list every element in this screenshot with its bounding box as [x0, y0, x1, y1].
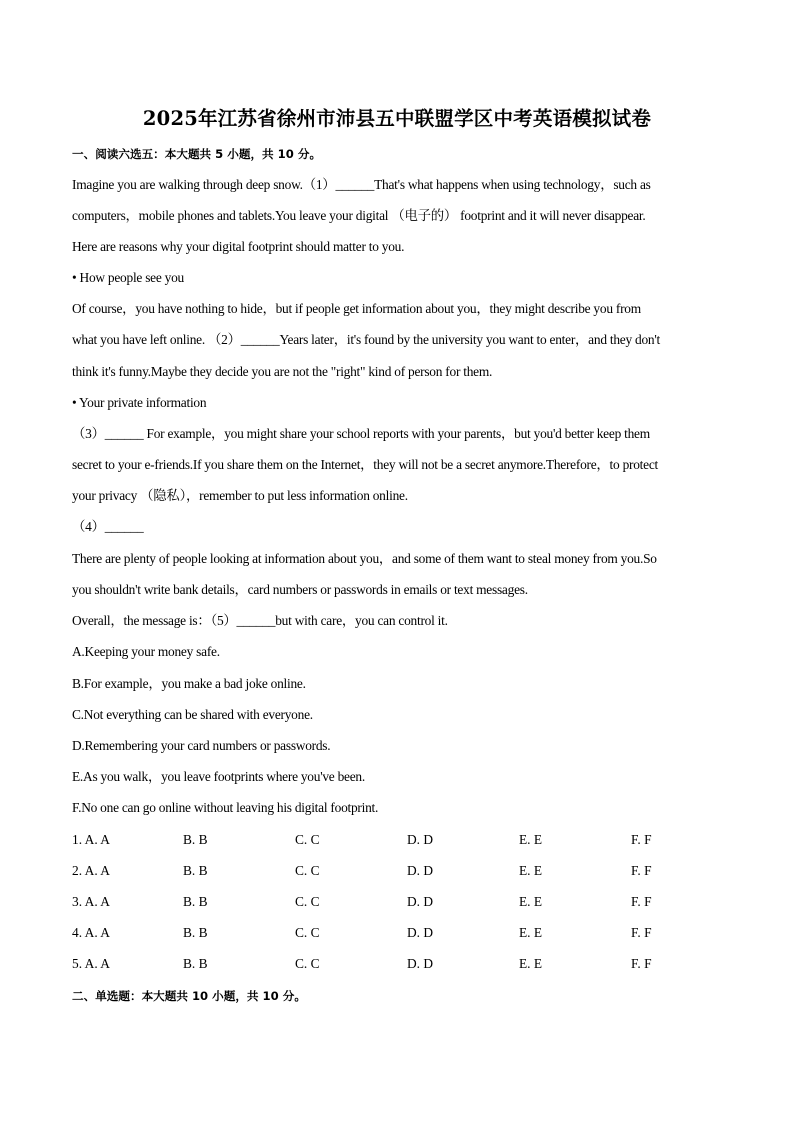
answer-choice: E. E [519, 894, 543, 909]
answer-choice: F. F [631, 832, 652, 847]
option-item: C.Not everything can be shared with everyone. [72, 707, 313, 722]
answer-row [72, 862, 732, 880]
answer-choice: C. C [295, 956, 320, 971]
answer-choice: D. D [407, 925, 434, 940]
passage-line: Here are reasons why your digital footprint should matter to you. [72, 239, 405, 254]
answer-choice: C. C [295, 894, 320, 909]
answer-choice: F. F [631, 925, 652, 940]
passage-line: Overall，the message is：（5）______but with care，you can control it. [72, 613, 448, 628]
option-item: F.No one can go online without leaving his digital footprint. [72, 800, 379, 815]
answer-choice: D. D [407, 894, 434, 909]
passage-line: Of course，you have nothing to hide，but if people get information about you，they might describe you from [72, 301, 641, 316]
option-item: D.Remembering your card numbers or passwords. [72, 738, 331, 753]
answer-choice: 3. A. A [72, 894, 110, 909]
answer-choice: D. D [407, 863, 434, 878]
passage-line: computers，mobile phones and tablets.You leave your digital （电子的） footprint and it will never disappear. [72, 208, 646, 223]
answer-choice: B. B [183, 956, 208, 971]
page-title: 2025年江苏省徐州市沛县五中联盟学区中考英语模拟试卷 [142, 107, 652, 130]
answer-choice: F. F [631, 956, 652, 971]
option-item: A.Keeping your money safe. [72, 644, 220, 659]
answer-choice: B. B [183, 894, 208, 909]
answer-choice: B. B [183, 832, 208, 847]
answer-row [72, 893, 732, 911]
answer-choice: E. E [519, 863, 543, 878]
answer-choice: E. E [519, 956, 543, 971]
answer-row [72, 955, 732, 973]
passage-line: secret to your e-friends.If you share them on the Internet，they will not be a secret anymore.Therefore，to protect [72, 457, 658, 472]
answer-choice: C. C [295, 925, 320, 940]
answer-row [72, 831, 732, 849]
answer-choice: F. F [631, 863, 652, 878]
answer-choice: B. B [183, 863, 208, 878]
answer-choice: B. B [183, 925, 208, 940]
answer-row [72, 924, 732, 942]
passage-line: There are plenty of people looking at information about you，and some of them want to steal money from you.So [72, 551, 657, 566]
answer-choice: C. C [295, 832, 320, 847]
answer-choice: D. D [407, 956, 434, 971]
passage-line: （4）______ [72, 519, 144, 534]
answer-choice: 4. A. A [72, 925, 110, 940]
answer-choice: 1. A. A [72, 832, 110, 847]
answer-choice: 2. A. A [72, 863, 110, 878]
section-heading-single-choice: 二、单选题：本大题共 10 小题，共 10 分。 [72, 989, 306, 1003]
passage-line: Imagine you are walking through deep snow.（1）______That's what happens when using technology，such as [72, 177, 651, 192]
passage-line: think it's funny.Maybe they decide you are not the "right" kind of person for them. [72, 364, 493, 379]
passage-line: • How people see you [72, 270, 184, 285]
passage-line: • Your private information [72, 395, 207, 410]
answer-choice: E. E [519, 832, 543, 847]
option-item: B.For example，you make a bad joke online. [72, 676, 306, 691]
passage-line: your privacy （隐私），remember to put less information online. [72, 488, 408, 503]
answer-choice: D. D [407, 832, 434, 847]
passage-line: what you have left online. （2）______Years later，it's found by the university you want to enter，and they don't [72, 332, 660, 347]
section-heading-reading: 一、阅读六选五：本大题共 5 小题，共 10 分。 [72, 147, 322, 161]
option-item: E.As you walk，you leave footprints where you've been. [72, 769, 365, 784]
answer-choice: E. E [519, 925, 543, 940]
passage-line: （3）______ For example，you might share your school reports with your parents，but you'd better keep them [72, 426, 650, 441]
answer-choice: 5. A. A [72, 956, 110, 971]
passage-line: you shouldn't write bank details，card numbers or passwords in emails or text messages. [72, 582, 528, 597]
answer-choice: C. C [295, 863, 320, 878]
answer-choice: F. F [631, 894, 652, 909]
